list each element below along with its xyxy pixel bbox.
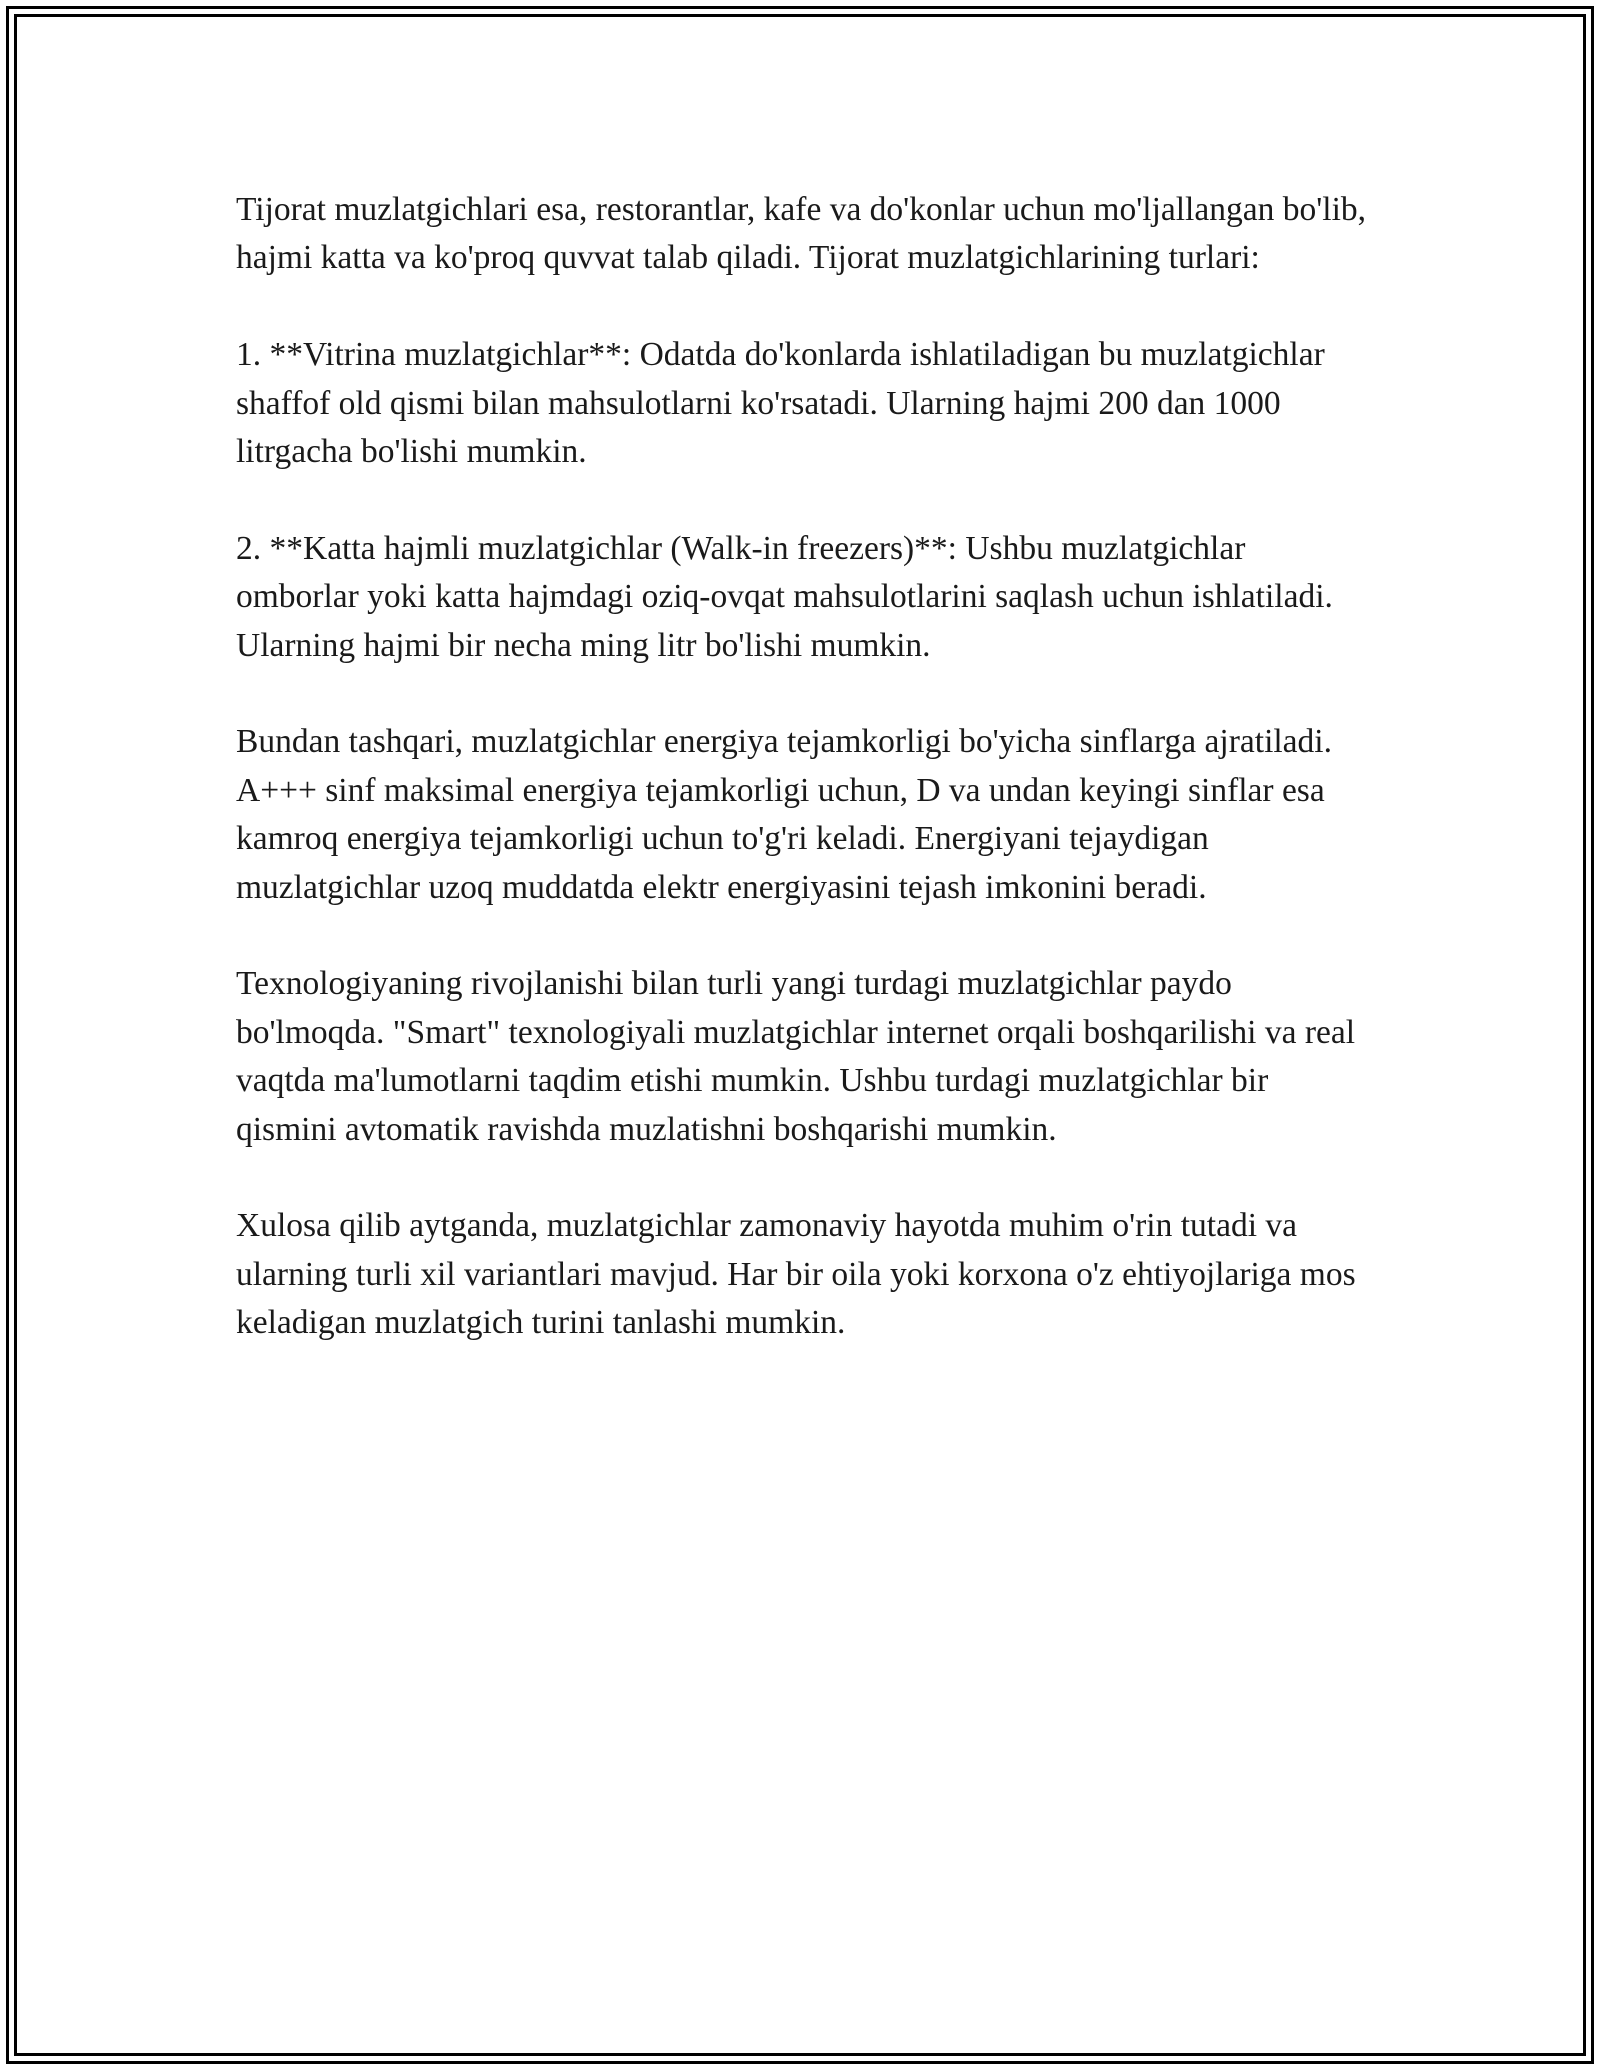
paragraph-commercial-freezers: Tijorat muzlatgichlari esa, restorantlar, kafe va do'konlar uchun mo'ljallangan bo'lib, hajmi katta va ko'proq quvvat talab qiladi. Tijorat muzlatgichlarining turlari: (236, 191, 1367, 277)
document-body (236, 186, 1366, 1396)
paragraph-display-freezers: 1. **Vitrina muzlatgichlar**: Odatda do'konlarda ishlatiladigan bu muzlatgichlar shaffof old qismi bilan mahsulotlarni ko'rsatadi. Ularning hajmi 200 dan 1000 litrgacha bo'lishi mumkin. (236, 336, 1325, 471)
paragraph-energy-classes: Bundan tashqari, muzlatgichlar energiya tejamkorligi bo'yicha sinflarga ajratiladi. A+++ sinf maksimal energiya tejamkorligi uchun, D va undan keyingi sinflar esa kamroq energiya tejamkorligi uchun to'g'ri keladi. Energiyani tejaydigan muzlatgichlar uzoq muddatda elektr energiyasini tejash imkonini beradi. (236, 723, 1332, 906)
paragraph-smart-technology: Texnologiyaning rivojlanishi bilan turli yangi turdagi muzlatgichlar paydo bo'lmoqda. "Smart" texnologiyali muzlatgichlar internet orqali boshqarilishi va real vaqtda ma'lumotlarni taqdim etishi mumkin. Ushbu turdagi muzlatgichlar bir qismini avtomatik ravishda muzlatishni boshqarishi mumkin. (236, 965, 1356, 1148)
paragraph-conclusion: Xulosa qilib aytganda, muzlatgichlar zamonaviy hayotda muhim o'rin tutadi va ularning turli xil variantlari mavjud. Har bir oila yoki korxona o'z ehtiyojlariga mos keladigan muzlatgich turini tanlashi mumkin. (236, 1207, 1356, 1342)
paragraph-walk-in-freezers: 2. **Katta hajmli muzlatgichlar (Walk-in freezers)**: Ushbu muzlatgichlar omborlar yoki katta hajmdagi oziq-ovqat mahsulotlarini saqlash uchun ishlatiladi. Ularning hajmi bir necha ming litr bo'lishi mumkin. (236, 529, 1333, 664)
